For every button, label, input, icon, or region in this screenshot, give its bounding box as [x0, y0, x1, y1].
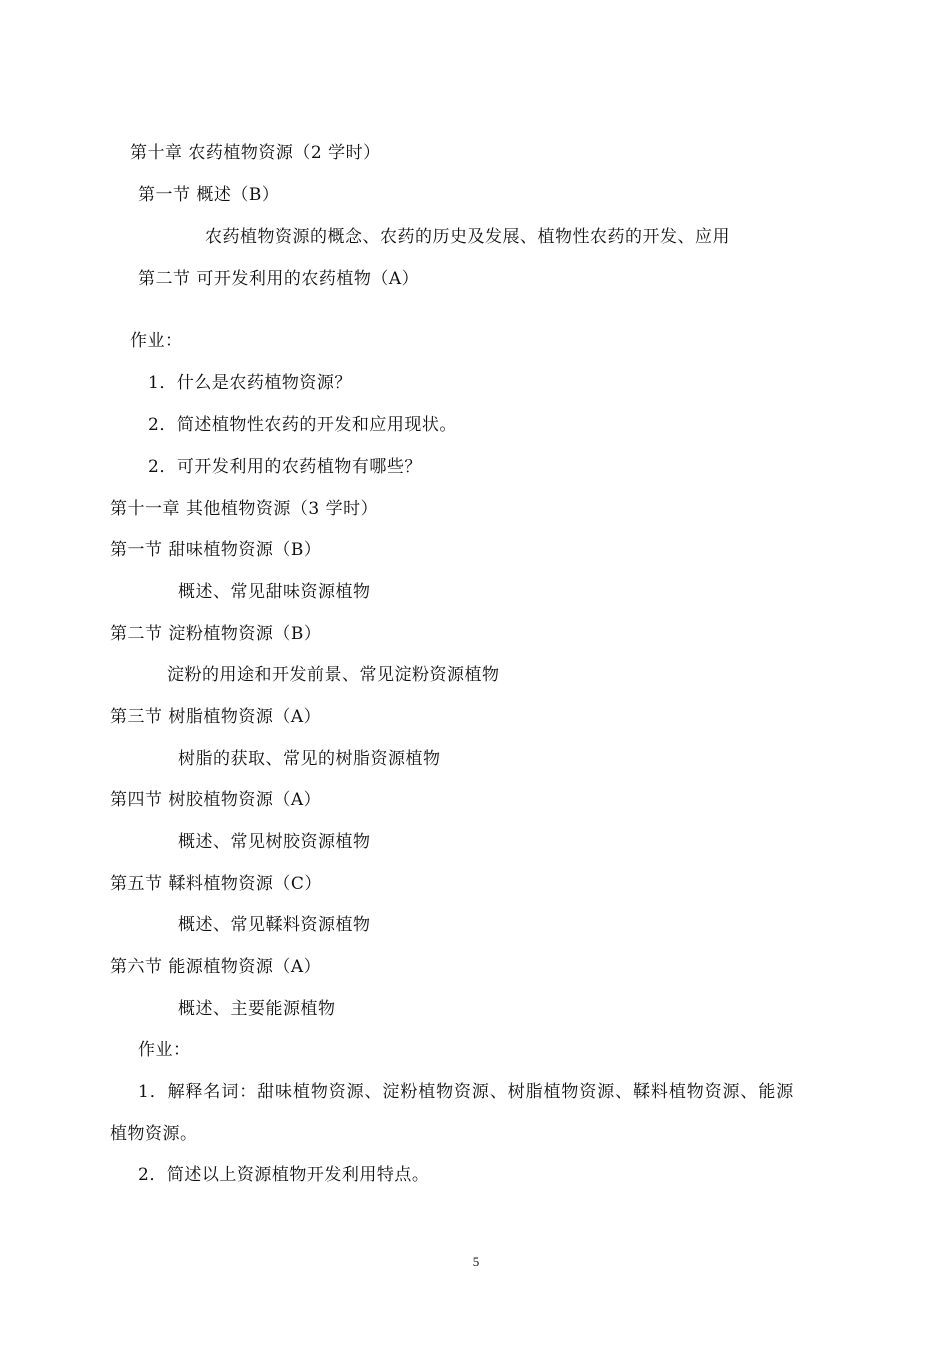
chapter10-section2-heading: 第二节 可开发利用的农药植物（A） — [138, 269, 420, 289]
chapter11-section-heading: 第一节 甜味植物资源（B） — [110, 540, 322, 560]
chapter11-section-content: 概述、主要能源植物 — [178, 999, 336, 1019]
chapter11-section-heading: 第五节 鞣料植物资源（C） — [110, 874, 322, 894]
chapter10-title: 第十章 农药植物资源（2 学时） — [130, 143, 381, 163]
chapter11-homework-item: 1．解释名词：甜味植物资源、淀粉植物资源、树脂植物资源、鞣料植物资源、能源 — [138, 1082, 795, 1102]
chapter10-homework-item: 1．什么是农药植物资源？ — [148, 373, 352, 393]
chapter10-section1-heading: 第一节 概述（B） — [138, 185, 280, 205]
chapter11-title: 第十一章 其他植物资源（3 学时） — [110, 499, 379, 519]
chapter11-homework-label: 作业： — [138, 1040, 191, 1060]
chapter11-homework-item-continuation: 植物资源。 — [110, 1124, 198, 1144]
chapter11-section-content: 淀粉的用途和开发前景、常见淀粉资源植物 — [167, 665, 500, 685]
chapter11-section-heading: 第六节 能源植物资源（A） — [110, 957, 322, 977]
chapter11-section-content: 树脂的获取、常见的树脂资源植物 — [178, 749, 441, 769]
chapter11-section-heading: 第四节 树胶植物资源（A） — [110, 790, 322, 810]
chapter11-section-heading: 第二节 淀粉植物资源（B） — [110, 624, 322, 644]
page-number: 5 — [472, 1254, 480, 1269]
chapter10-homework-item: 2．可开发利用的农药植物有哪些？ — [148, 457, 422, 477]
chapter10-homework-item: 2．简述植物性农药的开发和应用现状。 — [148, 415, 457, 435]
chapter11-section-content: 概述、常见鞣料资源植物 — [178, 915, 371, 935]
chapter11-section-content: 概述、常见树胶资源植物 — [178, 832, 371, 852]
chapter11-section-content: 概述、常见甜味资源植物 — [178, 582, 371, 602]
chapter10-section1-content: 农药植物资源的概念、农药的历史及发展、植物性农药的开发、应用 — [205, 227, 730, 247]
chapter10-homework-label: 作业： — [130, 331, 183, 351]
chapter11-section-heading: 第三节 树脂植物资源（A） — [110, 707, 322, 727]
chapter11-homework-item: 2．简述以上资源植物开发利用特点。 — [138, 1165, 430, 1185]
